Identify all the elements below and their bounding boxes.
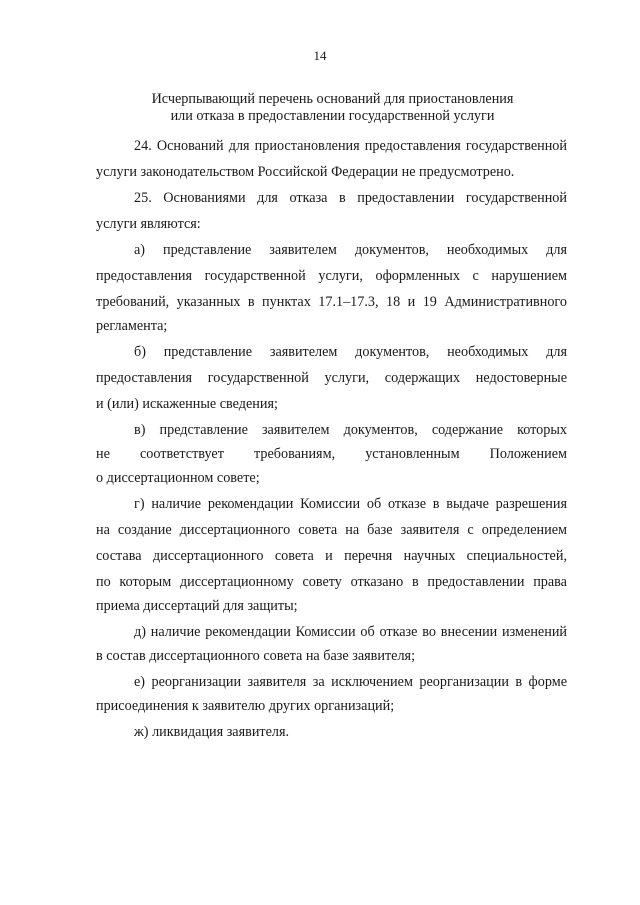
section-heading [80, 91, 585, 125]
item-e-line-2: присоединения к заявителю других организаций; [96, 698, 395, 714]
item-g-line-5: приема диссертаций для защиты; [96, 598, 298, 614]
item-a-line-2: предоставления государственной услуги, оформленных с нарушением [96, 268, 567, 284]
item-zh-line-1: ж) ликвидация заявителя. [134, 724, 290, 740]
item-b-line-2: предоставления государственной услуги, содержащих недостоверные [96, 370, 567, 386]
heading-line-1: Исчерпывающий перечень оснований для приостановления [151, 91, 514, 107]
item-d-line-1: д) наличие рекомендации Комиссии об отказе во внесении изменений [134, 624, 567, 640]
item-a-line-3: требований, указанных в пунктах 17.1–17.3, 18 и 19 Административного [96, 294, 567, 310]
item-b-line-3: и (или) искаженные сведения; [96, 396, 278, 412]
page-number: 14 [313, 48, 327, 63]
paragraph-24-line-2: услуги законодательством Российской Федерации не предусмотрено. [96, 164, 515, 180]
item-v-line-1: в) представление заявителем документов, содержание которых [134, 422, 567, 438]
item-g-line-2: на создание диссертационного совета на базе заявителя с определением [96, 522, 567, 538]
item-d-line-2: в состав диссертационного совета на базе заявителя; [96, 648, 416, 664]
item-g-line-4: по которым диссертационному совету отказано в предоставлении права [96, 574, 567, 590]
paragraph-25-line-2: услуги являются: [96, 216, 201, 232]
item-a-line-1: а) представление заявителем документов, необходимых для [134, 242, 567, 258]
item-a-line-4: регламента; [96, 318, 168, 334]
item-g-line-1: г) наличие рекомендации Комиссии об отказе в выдаче разрешения [134, 496, 567, 512]
item-v-line-3: о диссертационном совете; [96, 470, 260, 486]
paragraph-24-line-1: 24. Оснований для приостановления предоставления государственной [134, 138, 567, 154]
item-g-line-3: состава диссертационного совета и перечня научных специальностей, [96, 548, 567, 564]
item-v-line-2: не соответствует требованиям, установленным Положением [96, 446, 567, 462]
heading-line-2: или отказа в предоставлении государственной услуги [170, 108, 495, 124]
item-b-line-1: б) представление заявителем документов, необходимых для [134, 344, 567, 360]
paragraph-25-line-1: 25. Основаниями для отказа в предоставлении государственной [134, 190, 567, 206]
item-e-line-1: е) реорганизации заявителя за исключением реорганизации в форме [134, 674, 567, 690]
